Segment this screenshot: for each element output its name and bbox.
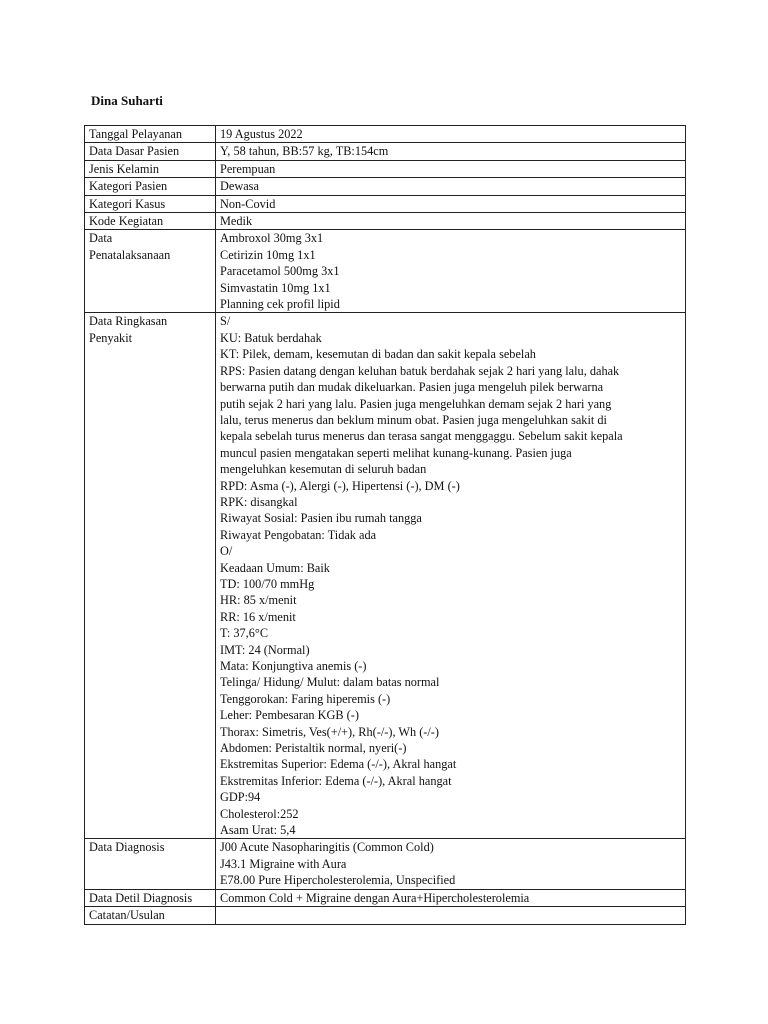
field-value [216, 160, 686, 177]
value-line: 19 Agustus 2022 [220, 127, 303, 141]
value-line: Ekstremitas Superior: Edema (-/-), Akral hangat [220, 757, 457, 772]
field-label: Data Penatalaksanaan [85, 230, 216, 313]
value-line: Asam Urat: 5,4 [220, 823, 296, 838]
field-label: Data Dasar Pasien [85, 143, 216, 160]
field-value [216, 213, 686, 230]
field-value [216, 126, 686, 143]
value-line: Riwayat Sosial: Pasien ibu rumah tangga [220, 511, 422, 526]
value-line: TD: 100/70 mmHg [220, 576, 315, 591]
value-line: RPK: disangkal [220, 494, 298, 509]
value-line: Telinga/ Hidung/ Mulut: dalam batas normal [220, 675, 440, 690]
value-line: Thorax: Simetris, Ves(+/+), Rh(-/-), Wh (-/-) [220, 724, 440, 739]
value-line: Mata: Konjungtiva anemis (-) [220, 659, 367, 673]
value-line: GDP:94 [220, 790, 261, 805]
field-value [216, 178, 686, 195]
field-label: Tanggal Pelayanan [85, 126, 216, 143]
field-label: Data Diagnosis [85, 839, 216, 889]
value-line: mengeluhkan kesemutan di seluruh badan [220, 462, 427, 477]
value-line: muncul pasien mengatakan seperti melihat kunang-kunang. Pasien juga [220, 445, 572, 460]
table-row [85, 889, 686, 906]
value-line: IMT: 24 (Normal) [220, 642, 310, 657]
value-line: Ambroxol 30mg 3x1 [220, 231, 324, 246]
value-line: E78.00 Pure Hipercholesterolemia, Unspecified [220, 873, 456, 888]
field-value [216, 889, 686, 906]
value-line: berwarna putih dan mudak dikeluarkan. Pasien juga mengeluh pilek berwarna [220, 380, 604, 395]
field-label: Kategori Kasus [85, 195, 216, 212]
field-value [216, 839, 686, 889]
value-line: Abdomen: Peristaltik normal, nyeri(-) [220, 741, 407, 756]
value-line: RPD: Asma (-), Alergi (-), Hipertensi (-), DM (-) [220, 478, 460, 493]
value-line: HR: 85 x/menit [220, 593, 297, 608]
value-line: Non-Covid [220, 196, 276, 211]
field-label: Kategori Pasien [85, 178, 216, 195]
field-label: Data Ringkasan Penyakit [85, 313, 216, 839]
value-line: RR: 16 x/menit [220, 609, 296, 624]
table-row [85, 839, 686, 889]
page-title: Dina Suharti [91, 93, 163, 108]
value-line: Paracetamol 500mg 3x1 [220, 264, 340, 279]
field-label: Catatan/Usulan [85, 907, 216, 924]
medical-record-table [84, 125, 686, 925]
value-line: Riwayat Pengobatan: Tidak ada [220, 527, 377, 542]
value-line: Medik [220, 214, 253, 229]
value-line: Planning cek profil lipid [220, 297, 340, 312]
value-line [220, 907, 681, 923]
value-line: KU: Batuk berdahak [220, 330, 322, 345]
value-line: lalu, terus menerus dan beklum minum obat. Pasien juga mengeluhkan sakit di [220, 412, 607, 427]
value-line: J43.1 Migraine with Aura [220, 856, 347, 871]
field-value [216, 143, 686, 160]
value-line: Perempuan [220, 161, 276, 176]
value-line: kepala sebelah turus menerus dan terasa sangat menggaggu. Sebelum sakit kepala [220, 429, 623, 444]
value-line: Simvastatin 10mg 1x1 [220, 280, 331, 295]
record-table-body [85, 126, 686, 925]
table-row [85, 213, 686, 230]
table-row [85, 907, 686, 924]
value-line: Common Cold + Migraine dengan Aura+Hipercholesterolemia [220, 890, 530, 905]
table-row [85, 143, 686, 160]
value-line: putih sejak 2 hari yang lalu. Pasien juga mengeluhkan demam sejak 2 hari yang [220, 396, 612, 411]
value-line: KT: Pilek, demam, kesemutan di badan dan sakit kepala sebelah [220, 347, 536, 362]
table-row [85, 126, 686, 143]
table-row [85, 195, 686, 212]
table-row [85, 160, 686, 177]
field-value [216, 195, 686, 212]
value-line: O/ [220, 544, 233, 559]
table-row [85, 230, 686, 313]
field-value [216, 907, 686, 924]
value-line: Keadaan Umum: Baik [220, 560, 330, 575]
value-line: J00 Acute Nasopharingitis (Common Cold) [220, 840, 434, 855]
value-line: Y, 58 tahun, BB:57 kg, TB:154cm [220, 144, 389, 159]
value-line: Dewasa [220, 179, 259, 194]
value-line: Ekstremitas Inferior: Edema (-/-), Akral hangat [220, 773, 452, 788]
field-label: Kode Kegiatan [85, 213, 216, 230]
field-label: Data Detil Diagnosis [85, 889, 216, 906]
field-value [216, 230, 686, 313]
table-row [85, 178, 686, 195]
value-line: Tenggorokan: Faring hiperemis (-) [220, 691, 391, 706]
value-line: RPS: Pasien datang dengan keluhan batuk berdahak sejak 2 hari yang lalu, dahak [220, 363, 620, 378]
value-line: Cholesterol:252 [220, 806, 299, 821]
table-row [85, 313, 686, 839]
value-line: Leher: Pembesaran KGB (-) [220, 708, 359, 723]
value-line: Cetirizin 10mg 1x1 [220, 247, 316, 262]
value-line: T: 37,6°C [220, 626, 269, 641]
field-label: Jenis Kelamin [85, 160, 216, 177]
value-line: S/ [220, 314, 231, 329]
field-value [216, 313, 686, 839]
